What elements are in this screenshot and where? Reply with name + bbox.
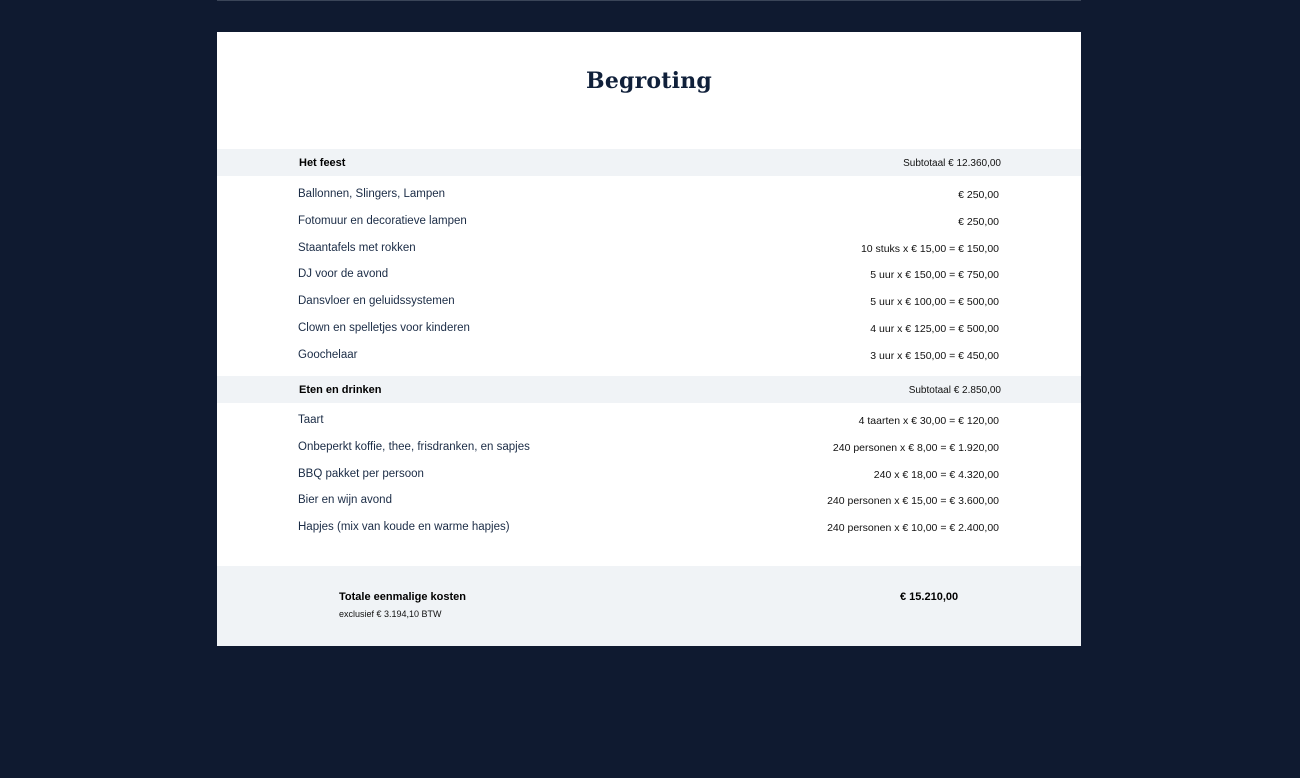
- section-name: Het feest: [299, 157, 346, 169]
- section-subtotal: Subtotaal € 12.360,00: [903, 158, 1001, 169]
- line-item-amount: 4 uur x € 125,00 = € 500,00: [870, 322, 999, 335]
- document-title: Begroting: [586, 68, 712, 94]
- line-item-amount: 4 taarten x € 30,00 = € 120,00: [858, 415, 999, 427]
- top-divider: [217, 0, 1081, 1]
- line-item-label: Taart: [298, 414, 324, 426]
- line-item-label: Bier en wijn avond: [298, 494, 392, 507]
- totals-footer: [217, 566, 1081, 646]
- line-item: [217, 462, 1081, 489]
- line-item: [217, 408, 1081, 435]
- section-header-het-feest: [217, 149, 1081, 176]
- line-item: [217, 488, 1081, 515]
- line-item-label: Ballonnen, Slingers, Lampen: [298, 188, 446, 200]
- line-item: [217, 435, 1081, 462]
- line-item: [217, 182, 1081, 209]
- line-item-label: Clown en spelletjes voor kinderen: [298, 321, 470, 334]
- section-name: Eten en drinken: [299, 384, 382, 396]
- line-item: [217, 236, 1081, 263]
- line-item-amount: € 250,00: [958, 189, 999, 201]
- line-item: [217, 209, 1081, 236]
- budget-document: [217, 32, 1081, 646]
- section-items-eten-en-drinken: [217, 408, 1081, 542]
- section-subtotal: Subtotaal € 2.850,00: [908, 385, 1001, 396]
- line-item-label: Goochelaar: [298, 348, 358, 361]
- line-item-amount: 240 personen x € 8,00 = € 1.920,00: [832, 441, 999, 454]
- line-item-label: BBQ pakket per persoon: [298, 467, 424, 480]
- total-label: Totale eenmalige kosten: [339, 591, 466, 603]
- line-item-amount: 10 stuks x € 15,00 = € 150,00: [860, 242, 999, 255]
- line-item: [217, 515, 1081, 542]
- line-item-amount: 240 personen x € 10,00 = € 2.400,00: [827, 522, 999, 535]
- total-value: € 15.210,00: [900, 591, 959, 603]
- section-items-het-feest: [217, 182, 1081, 370]
- line-item-amount: 3 uur x € 150,00 = € 450,00: [870, 349, 999, 362]
- line-item: [217, 262, 1081, 289]
- line-item-amount: 240 x € 18,00 = € 4.320,00: [873, 468, 999, 481]
- vat-note: exclusief € 3.194,10 BTW: [339, 609, 442, 619]
- line-item-label: Dansvloer en geluidssystemen: [298, 295, 455, 308]
- line-item-label: Staantafels met rokken: [298, 241, 416, 254]
- line-item-amount: 5 uur x € 150,00 = € 750,00: [870, 269, 999, 282]
- line-item-amount: 5 uur x € 100,00 = € 500,00: [870, 296, 999, 309]
- section-header-eten-en-drinken: [217, 376, 1081, 403]
- line-item-label: Onbeperkt koffie, thee, frisdranken, en sapjes: [298, 440, 530, 453]
- line-item-amount: 240 personen x € 15,00 = € 3.600,00: [827, 495, 999, 508]
- line-item-label: Fotomuur en decoratieve lampen: [298, 214, 467, 227]
- line-item-label: DJ voor de avond: [298, 268, 389, 281]
- line-item: [217, 316, 1081, 343]
- line-item: [217, 289, 1081, 316]
- line-item-label: Hapjes (mix van koude en warme hapjes): [298, 521, 510, 534]
- line-item-amount: € 250,00: [958, 215, 999, 228]
- line-item: [217, 343, 1081, 370]
